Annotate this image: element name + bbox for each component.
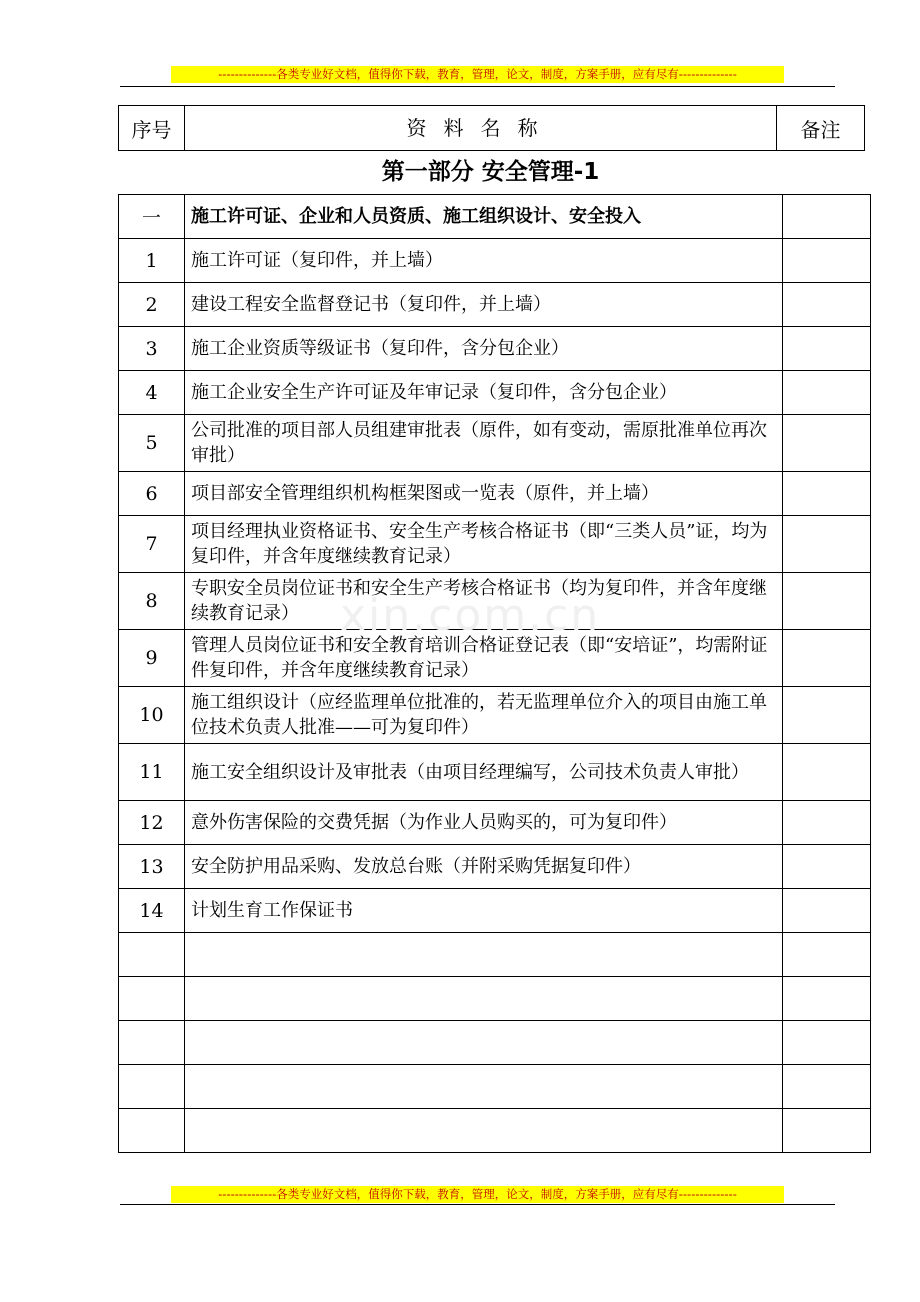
table-row	[119, 573, 871, 630]
document-list-table	[118, 194, 871, 1153]
empty-row	[119, 1021, 871, 1065]
header-name: 资料名称	[185, 106, 777, 151]
table-row	[119, 239, 871, 283]
empty-row	[119, 977, 871, 1021]
empty-row	[119, 933, 871, 977]
empty-row	[119, 1109, 871, 1153]
row-no: 2	[119, 283, 185, 327]
row-no: 9	[119, 630, 185, 687]
row-no: 3	[119, 327, 185, 371]
row-remark	[783, 239, 871, 283]
table-row	[119, 687, 871, 744]
row-remark	[783, 744, 871, 801]
row-name: 施工组织设计（应经监理单位批准的，若无监理单位介入的项目由施工单位技术负责人批准——可为复印件）	[185, 687, 783, 744]
row-no: 11	[119, 744, 185, 801]
row-name: 施工企业安全生产许可证及年审记录（复印件，含分包企业）	[185, 371, 783, 415]
row-remark	[783, 889, 871, 933]
row-no: 8	[119, 573, 185, 630]
row-no: 10	[119, 687, 185, 744]
row-name: 意外伤害保险的交费凭据（为作业人员购买的，可为复印件）	[185, 801, 783, 845]
header-table	[118, 105, 865, 151]
table-row	[119, 845, 871, 889]
table-row	[119, 516, 871, 573]
group-row	[119, 195, 871, 239]
top-banner: --------------各类专业好文档，值得你下载，教育，管理，论文，制度，方案手册，应有尽有--------------	[171, 66, 784, 83]
row-no: 4	[119, 371, 185, 415]
bottom-rule	[120, 1204, 835, 1205]
group-no: 一	[119, 195, 185, 239]
row-no: 7	[119, 516, 185, 573]
row-name: 项目部安全管理组织机构框架图或一览表（原件，并上墙）	[185, 472, 783, 516]
table-row	[119, 630, 871, 687]
row-remark	[783, 472, 871, 516]
bottom-banner: --------------各类专业好文档，值得你下载，教育，管理，论文，制度，方案手册，应有尽有--------------	[171, 1186, 784, 1203]
row-name: 施工许可证（复印件，并上墙）	[185, 239, 783, 283]
table-row	[119, 801, 871, 845]
header-no: 序号	[119, 106, 185, 151]
row-remark	[783, 283, 871, 327]
row-no: 12	[119, 801, 185, 845]
row-name: 管理人员岗位证书和安全教育培训合格证登记表（即“安培证”，均需附证件复印件，并含年度继续教育记录）	[185, 630, 783, 687]
row-no: 13	[119, 845, 185, 889]
table-row	[119, 327, 871, 371]
row-remark	[783, 415, 871, 472]
row-no: 14	[119, 889, 185, 933]
table-row	[119, 415, 871, 472]
row-remark	[783, 687, 871, 744]
row-name: 施工企业资质等级证书（复印件，含分包企业）	[185, 327, 783, 371]
row-name: 安全防护用品采购、发放总台账（并附采购凭据复印件）	[185, 845, 783, 889]
row-no: 5	[119, 415, 185, 472]
section-title: 第一部分 安全管理-1	[381, 159, 600, 185]
watermark: xin.com.cn	[340, 590, 601, 641]
group-remark	[783, 195, 871, 239]
row-name: 计划生育工作保证书	[185, 889, 783, 933]
row-remark	[783, 327, 871, 371]
table-row	[119, 744, 871, 801]
row-remark	[783, 516, 871, 573]
row-name: 项目经理执业资格证书、安全生产考核合格证书（即“三类人员”证，均为复印件，并含年度继续教育记录）	[185, 516, 783, 573]
table-row	[119, 371, 871, 415]
row-remark	[783, 371, 871, 415]
header-remark: 备注	[777, 106, 865, 151]
table-row	[119, 283, 871, 327]
row-remark	[783, 573, 871, 630]
table-row	[119, 889, 871, 933]
group-name: 施工许可证、企业和人员资质、施工组织设计、安全投入	[185, 195, 783, 239]
row-remark	[783, 630, 871, 687]
top-rule	[120, 86, 835, 87]
row-no: 6	[119, 472, 185, 516]
row-name: 建设工程安全监督登记书（复印件，并上墙）	[185, 283, 783, 327]
row-name: 公司批准的项目部人员组建审批表（原件，如有变动，需原批准单位再次审批）	[185, 415, 783, 472]
row-remark	[783, 845, 871, 889]
row-no: 1	[119, 239, 185, 283]
row-remark	[783, 801, 871, 845]
empty-row	[119, 1065, 871, 1109]
header-row	[119, 106, 865, 151]
row-name: 施工安全组织设计及审批表（由项目经理编写，公司技术负责人审批）	[185, 744, 783, 801]
table-row	[119, 472, 871, 516]
row-name: 专职安全员岗位证书和安全生产考核合格证书（均为复印件，并含年度继续教育记录）	[185, 573, 783, 630]
